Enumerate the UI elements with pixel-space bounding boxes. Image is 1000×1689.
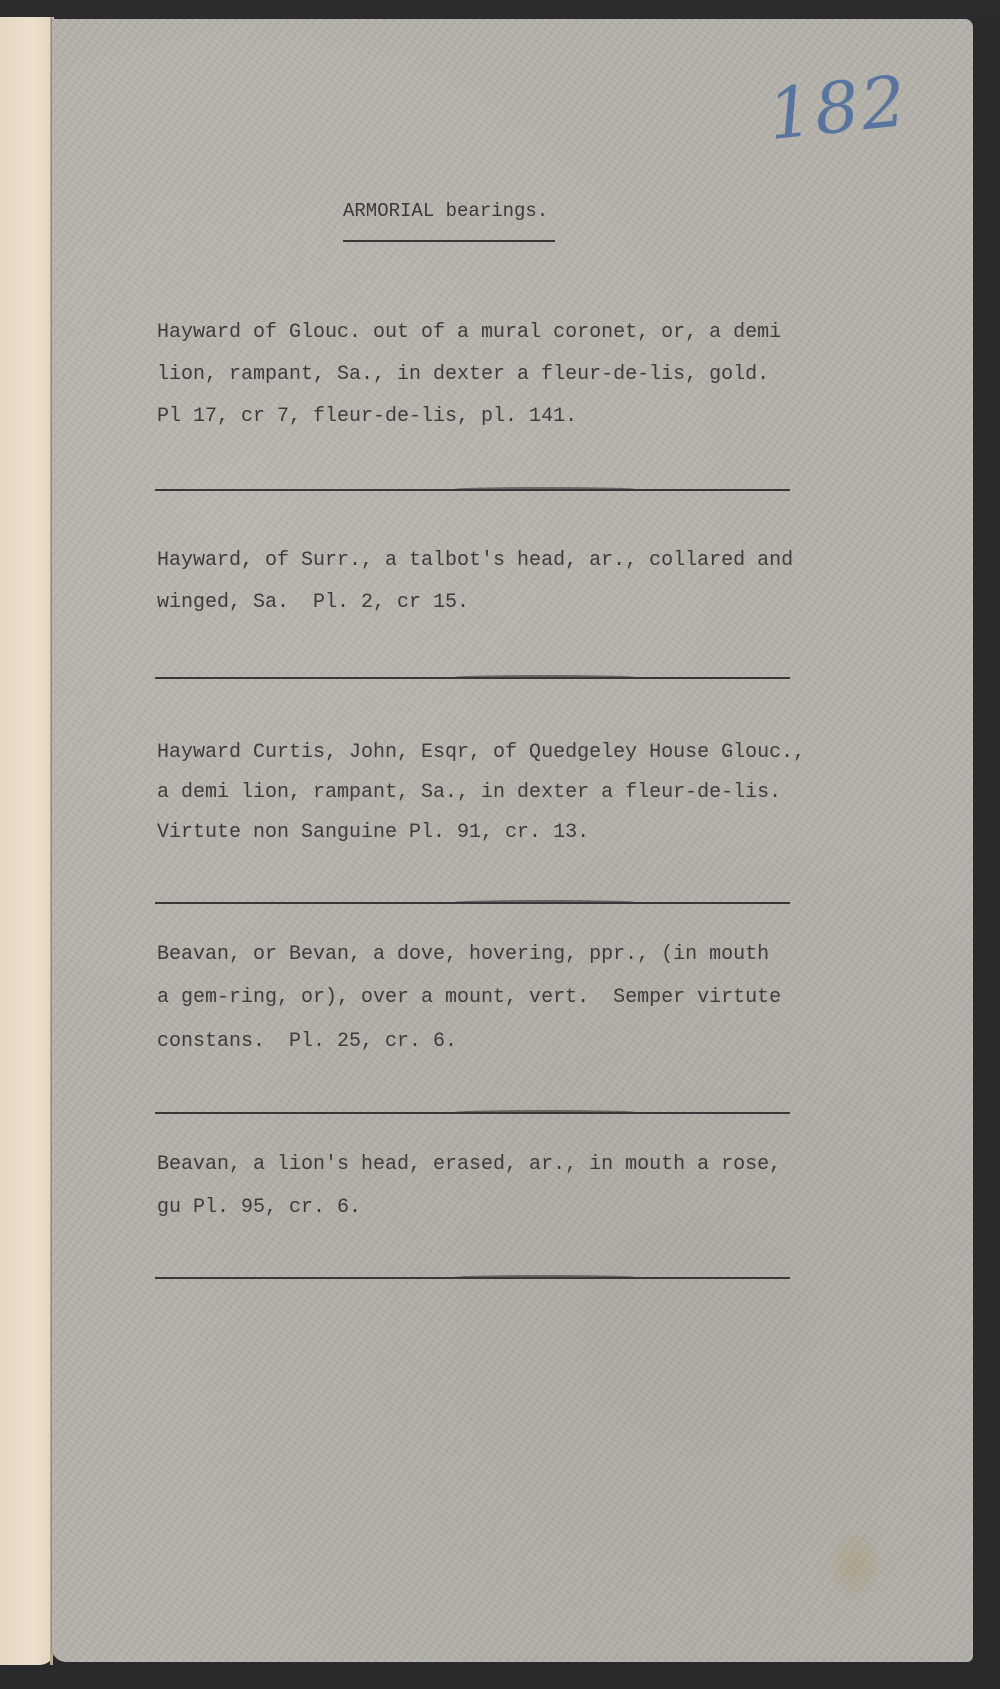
entry-line: Beavan, a lion's head, erased, ar., in mouth a rose, [157, 1153, 782, 1176]
entry-line: a demi lion, rampant, Sa., in dexter a fleur-de-lis. [157, 781, 782, 804]
entry-line: Beavan, or Bevan, a dove, hovering, ppr., (in mouth [157, 943, 770, 966]
entry-separator [155, 1277, 790, 1279]
entry-line: Hayward Curtis, John, Esqr, of Quedgeley House Glouc., [157, 741, 806, 764]
entry-line: a gem-ring, or), over a mount, vert. Semper virtute [157, 986, 782, 1009]
adjacent-page-edge [0, 17, 54, 1665]
paper-stain [830, 1530, 880, 1600]
entry-line: Pl 17, cr 7, fleur-de-lis, pl. 141. [157, 405, 578, 428]
document-title: ARMORIAL bearings. [343, 200, 549, 222]
entry-separator [155, 1112, 790, 1114]
title-underline [343, 240, 555, 242]
entry-line: lion, rampant, Sa., in dexter a fleur-de-lis, gold. [157, 363, 770, 386]
entry-line: Virtute non Sanguine Pl. 91, cr. 13. [157, 821, 590, 844]
entry-separator [155, 677, 790, 679]
entry-line: constans. Pl. 25, cr. 6. [157, 1030, 458, 1053]
entry-separator [155, 902, 790, 904]
entry-line: Hayward of Glouc. out of a mural coronet, or, a demi [157, 321, 782, 344]
entry-separator [155, 489, 790, 491]
scan-background-top [0, 0, 1000, 18]
entry-line: gu Pl. 95, cr. 6. [157, 1196, 362, 1219]
entry-line: winged, Sa. Pl. 2, cr 15. [157, 591, 470, 614]
handwritten-page-number: 182 [764, 59, 912, 157]
entry-line: Hayward, of Surr., a talbot's head, ar., collared and [157, 549, 794, 572]
